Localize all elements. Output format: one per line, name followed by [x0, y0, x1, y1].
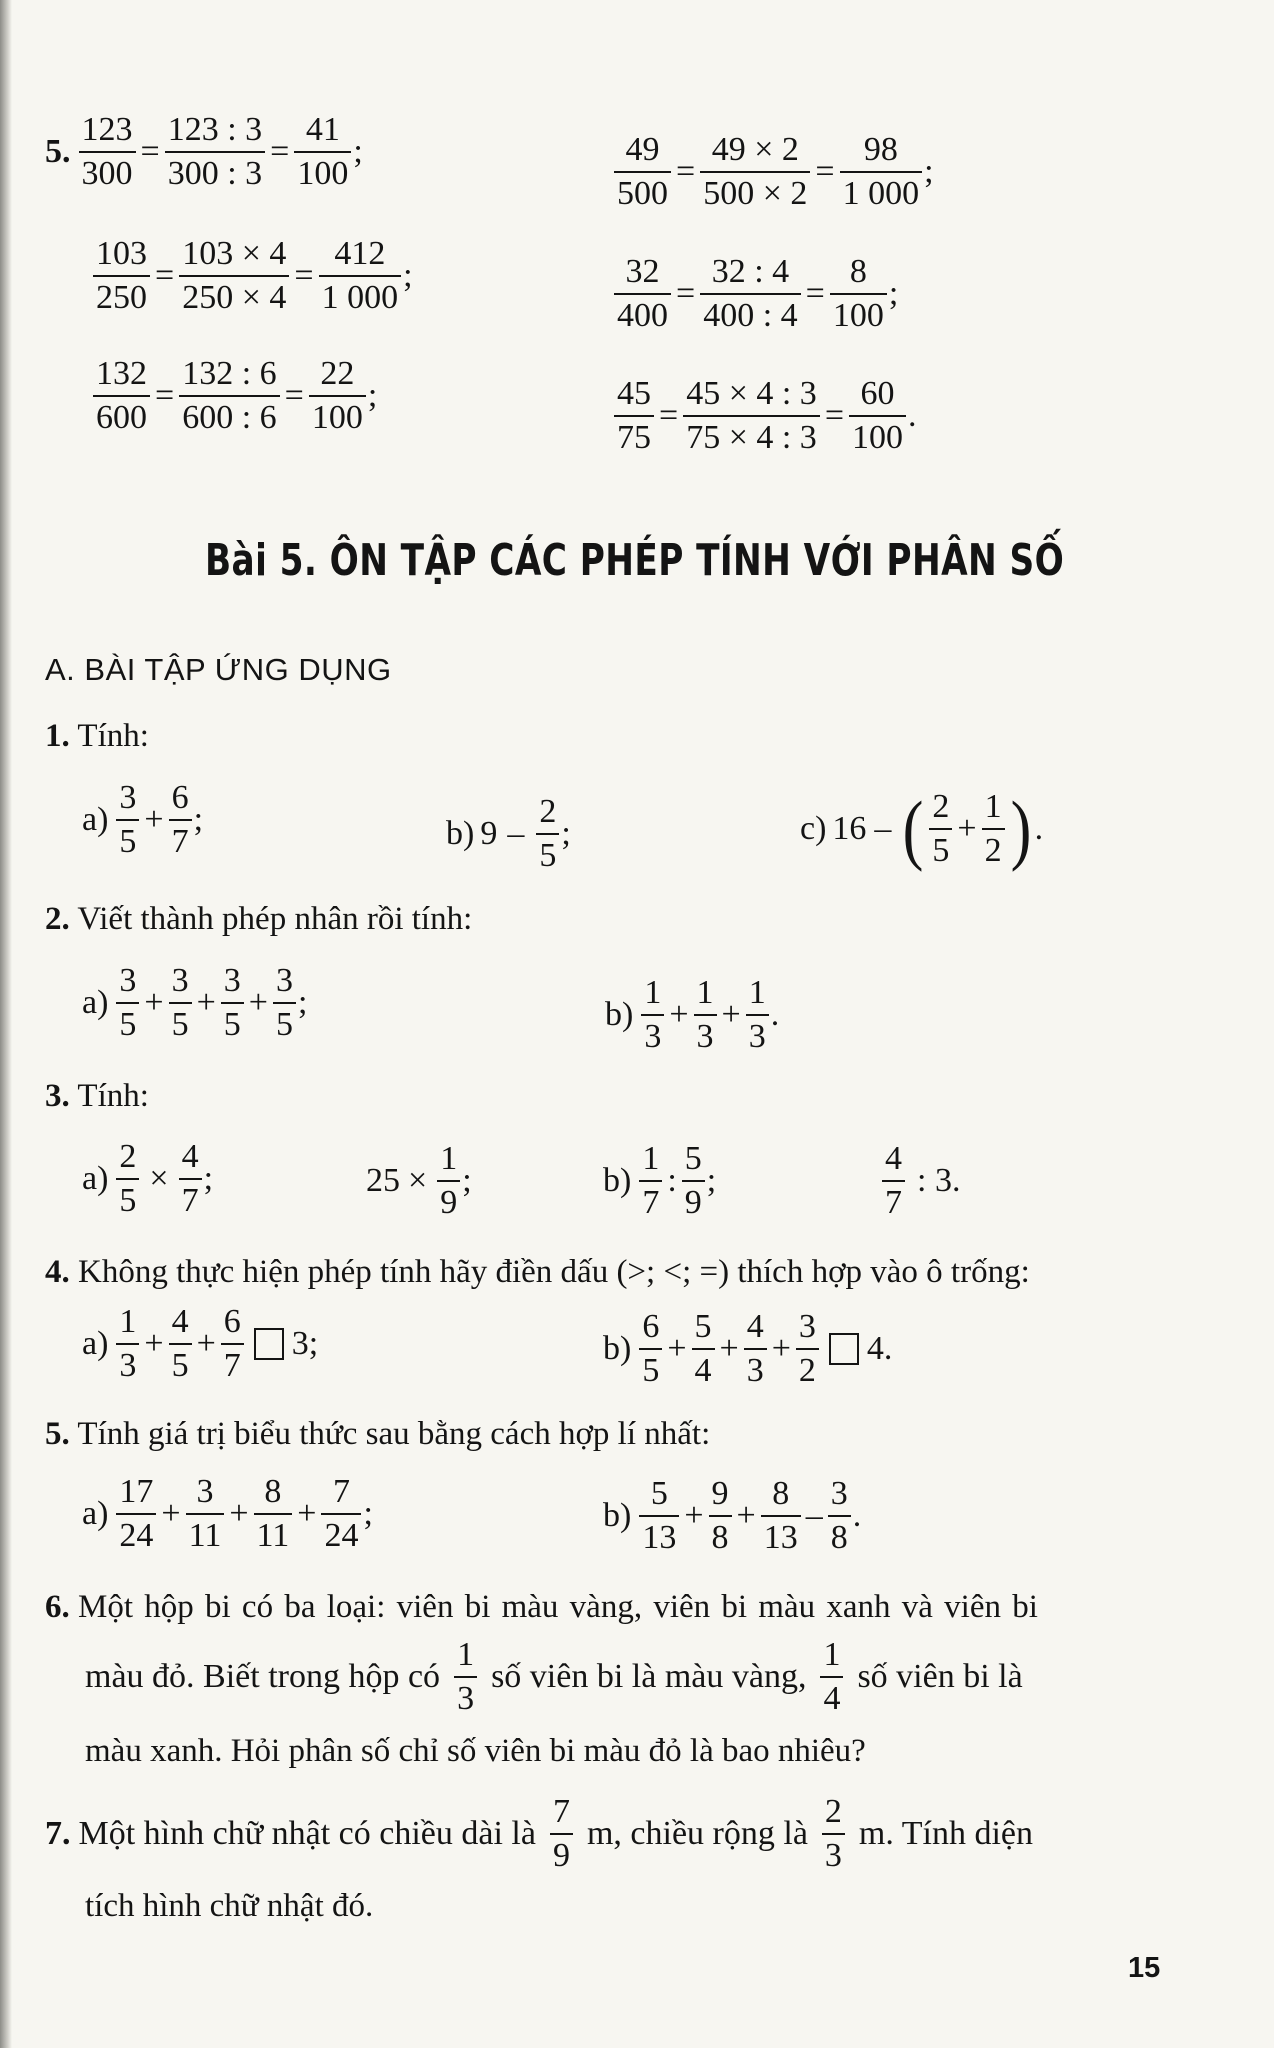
fraction: $\frac{3}{5}$: [273, 964, 296, 1042]
page-binding-edge: [0, 0, 12, 2048]
fraction: $\frac{7}{24}$: [321, 1475, 361, 1553]
question-number: 1.: [45, 718, 70, 754]
fraction: $\frac{1}{3}$: [454, 1638, 477, 1716]
fraction: $\frac{8}{100}$: [830, 255, 887, 333]
question-number: 2.: [45, 901, 70, 937]
fraction: $\frac{3}{5}$: [116, 964, 139, 1042]
question-6-line-1: 6. Một hộp bi có ba loại: viên bi màu vàng, viên bi màu xanh và viên bi: [45, 1589, 1038, 1625]
fraction: $\frac{5}{13}$: [639, 1477, 679, 1555]
fraction: $\frac{49 \times 2}{500 \times 2}$: [700, 133, 810, 211]
q3-part-a2: 25 × $\frac{1}{9}$ ;: [366, 1140, 472, 1221]
fraction: $\frac{32}{400}$: [614, 255, 671, 333]
question-4-heading: [45, 1256, 1030, 1289]
fraction: $\frac{60}{100}$: [849, 377, 906, 455]
fraction: $\frac{9}{8}$: [709, 1477, 732, 1555]
fraction: $\frac{2}{5}$: [116, 1140, 139, 1218]
fraction: $\frac{3}{8}$: [828, 1477, 851, 1555]
q5-part-a: a) $\frac{17}{24}$ + $\frac{3}{11}$ + $\frac{8}{11}$ + $\frac{7}{24}$ ;: [82, 1473, 373, 1554]
fraction: $\frac{123}{300}$: [79, 113, 136, 191]
fraction-row-1-left: 5. $\frac{123}{300}$ = $\frac{123 : 3}{300 : 3}$ = $\frac{41}{100}$ ;: [45, 111, 363, 192]
fraction: $\frac{49}{500}$: [614, 133, 671, 211]
fraction: $\frac{6}{7}$: [169, 781, 192, 859]
question-number: 5.: [45, 1416, 70, 1452]
fraction: $\frac{5}{4}$: [692, 1310, 715, 1388]
fraction: $\frac{1}{3}$: [641, 976, 664, 1054]
fraction: $\frac{45 \times 4 : 3}{75 \times 4 : 3}$: [683, 377, 820, 455]
fraction: $\frac{4}{7}$: [179, 1140, 202, 1218]
fraction: $\frac{5}{9}$: [682, 1142, 705, 1220]
question-text: Tính:: [77, 1078, 149, 1114]
section-heading: A. BÀI TẬP ỨNG DỤNG: [45, 652, 392, 687]
fraction: $\frac{3}{5}$: [221, 964, 244, 1042]
question-number: 7.: [45, 1815, 71, 1852]
question-7-line-2: tích hình chữ nhật đó.: [85, 1888, 374, 1924]
q1-part-a: a) $\frac{3}{5}$ + $\frac{6}{7}$ ;: [82, 779, 204, 860]
question-number: 4.: [45, 1254, 70, 1290]
q2-part-a: a) $\frac{3}{5}$ + $\frac{3}{5}$ + $\frac{3}{5}$ + $\frac{3}{5}$ ;: [82, 962, 308, 1043]
fraction: $\frac{132 : 6}{600 : 6}$: [179, 357, 279, 435]
question-number: 6.: [45, 1589, 70, 1625]
fraction: $\frac{103 \times 4}{250 \times 4}$: [179, 237, 289, 315]
fraction: $\frac{22}{100}$: [309, 357, 366, 435]
question-text: Tính giá trị biểu thức sau bằng cách hợp lí nhất:: [77, 1416, 711, 1452]
answer-box[interactable]: [829, 1333, 859, 1365]
fraction: $\frac{2}{5}$: [536, 795, 559, 873]
fraction: $\frac{6}{7}$: [221, 1305, 244, 1383]
q1-part-b: b) 9 – $\frac{2}{5}$ ;: [446, 793, 571, 874]
item-number: 5.: [45, 133, 71, 170]
fraction: $\frac{1}{9}$: [437, 1142, 460, 1220]
fraction: $\frac{1}{2}$: [982, 790, 1005, 868]
fraction: $\frac{3}{11}$: [186, 1475, 225, 1553]
fraction: $\frac{1}{7}$: [639, 1142, 662, 1220]
question-6-line-3: màu xanh. Hỏi phân số chỉ số viên bi màu đỏ là bao nhiêu?: [85, 1733, 866, 1769]
question-number: 3.: [45, 1078, 70, 1114]
fraction: $\frac{103}{250}$: [93, 237, 150, 315]
page-number: 15: [1128, 1952, 1161, 1984]
fraction: $\frac{8}{11}$: [254, 1475, 293, 1553]
fraction: $\frac{132}{600}$: [93, 357, 150, 435]
fraction: $\frac{8}{13}$: [761, 1477, 801, 1555]
q2-part-b: b) $\frac{1}{3}$ + $\frac{1}{3}$ + $\frac{1}{3}$ .: [605, 974, 780, 1055]
fraction: $\frac{1}{3}$: [746, 976, 769, 1054]
fraction: $\frac{7}{9}$: [550, 1795, 573, 1873]
fraction: $\frac{412}{1 000}$: [319, 237, 402, 315]
fraction: $\frac{4}{3}$: [744, 1310, 767, 1388]
fraction: $\frac{1}{3}$: [116, 1305, 139, 1383]
fraction: $\frac{3}{5}$: [169, 964, 192, 1042]
fraction: $\frac{1}{4}$: [820, 1638, 843, 1716]
fraction: $\frac{4}{5}$: [169, 1305, 192, 1383]
q3-part-b2: $\frac{4}{7}$ : 3.: [880, 1142, 963, 1220]
q3-part-a: a) $\frac{2}{5}$ × $\frac{4}{7}$ ;: [82, 1138, 214, 1219]
fraction-row-2-right: $\frac{32}{400}$ = $\frac{32 : 4}{400 : 4}$ = $\frac{8}{100}$ ;: [612, 255, 898, 333]
fraction: $\frac{98}{1 000}$: [840, 133, 923, 211]
fraction: $\frac{45}{75}$: [614, 377, 654, 455]
fraction-row-2-left: $\frac{103}{250}$ = $\frac{103 \times 4}{250 \times 4}$ = $\frac{412}{1 000}$ ;: [91, 237, 413, 315]
q4-part-b: b) $\frac{6}{5}$ + $\frac{5}{4}$ + $\frac{4}{3}$ + $\frac{3}{2}$ 4.: [603, 1308, 893, 1389]
question-2-heading: [45, 903, 472, 936]
fraction: $\frac{3}{5}$: [116, 781, 139, 859]
q3-part-b: b) $\frac{1}{7}$ : $\frac{5}{9}$ ;: [603, 1140, 717, 1221]
fraction: $\frac{2}{5}$: [929, 790, 952, 868]
question-text: Không thực hiện phép tính hãy điền dấu (>; <; =) thích hợp vào ô trống:: [78, 1254, 1030, 1290]
question-text: Tính:: [77, 718, 149, 754]
q1-part-c: c) 16 – ( $\frac{2}{5}$ + $\frac{1}{2}$ ) .: [800, 785, 1044, 872]
answer-box[interactable]: [254, 1328, 284, 1360]
lesson-title: Bài 5. ÔN TẬP CÁC PHÉP TÍNH VỚI PHÂN SỐ: [205, 535, 1065, 586]
question-1-heading: [45, 720, 149, 753]
question-7-line-1: 7. Một hình chữ nhật có chiều dài là $\frac{7}{9}$ m, chiều rộng là $\frac{2}{3}$ m. Tính diện: [45, 1793, 1034, 1874]
question-3-heading: [45, 1080, 149, 1113]
fraction: $\frac{41}{100}$: [294, 113, 351, 191]
fraction: $\frac{6}{5}$: [639, 1310, 662, 1388]
q4-part-a: a) $\frac{1}{3}$ + $\frac{4}{5}$ + $\frac{6}{7}$ 3;: [82, 1303, 319, 1384]
q5-part-b: b) $\frac{5}{13}$ + $\frac{9}{8}$ + $\frac{8}{13}$ – $\frac{3}{8}$ .: [603, 1475, 862, 1556]
fraction-row-3-right: $\frac{45}{75}$ = $\frac{45 \times 4 : 3}{75 \times 4 : 3}$ = $\frac{60}{100}$ .: [612, 377, 917, 455]
question-text: Viết thành phép nhân rồi tính:: [77, 901, 473, 937]
fraction: $\frac{2}{3}$: [822, 1795, 845, 1873]
fraction-row-1-right: $\frac{49}{500}$ = $\frac{49 \times 2}{500 \times 2}$ = $\frac{98}{1 000}$ ;: [612, 133, 934, 211]
fraction: $\frac{123 : 3}{300 : 3}$: [165, 113, 265, 191]
fraction: $\frac{32 : 4}{400 : 4}$: [700, 255, 800, 333]
fraction: $\frac{1}{3}$: [694, 976, 717, 1054]
fraction: $\frac{4}{7}$: [882, 1142, 905, 1220]
fraction-row-3-left: $\frac{132}{600}$ = $\frac{132 : 6}{600 : 6}$ = $\frac{22}{100}$ ;: [91, 357, 377, 435]
question-6-line-2: màu đỏ. Biết trong hộp có $\frac{1}{3}$ số viên bi là màu vàng, $\frac{1}{4}$ số viên bi là: [85, 1636, 1023, 1717]
question-5-heading: [45, 1418, 710, 1451]
fraction: $\frac{3}{2}$: [796, 1310, 819, 1388]
fraction: $\frac{17}{24}$: [116, 1475, 156, 1553]
